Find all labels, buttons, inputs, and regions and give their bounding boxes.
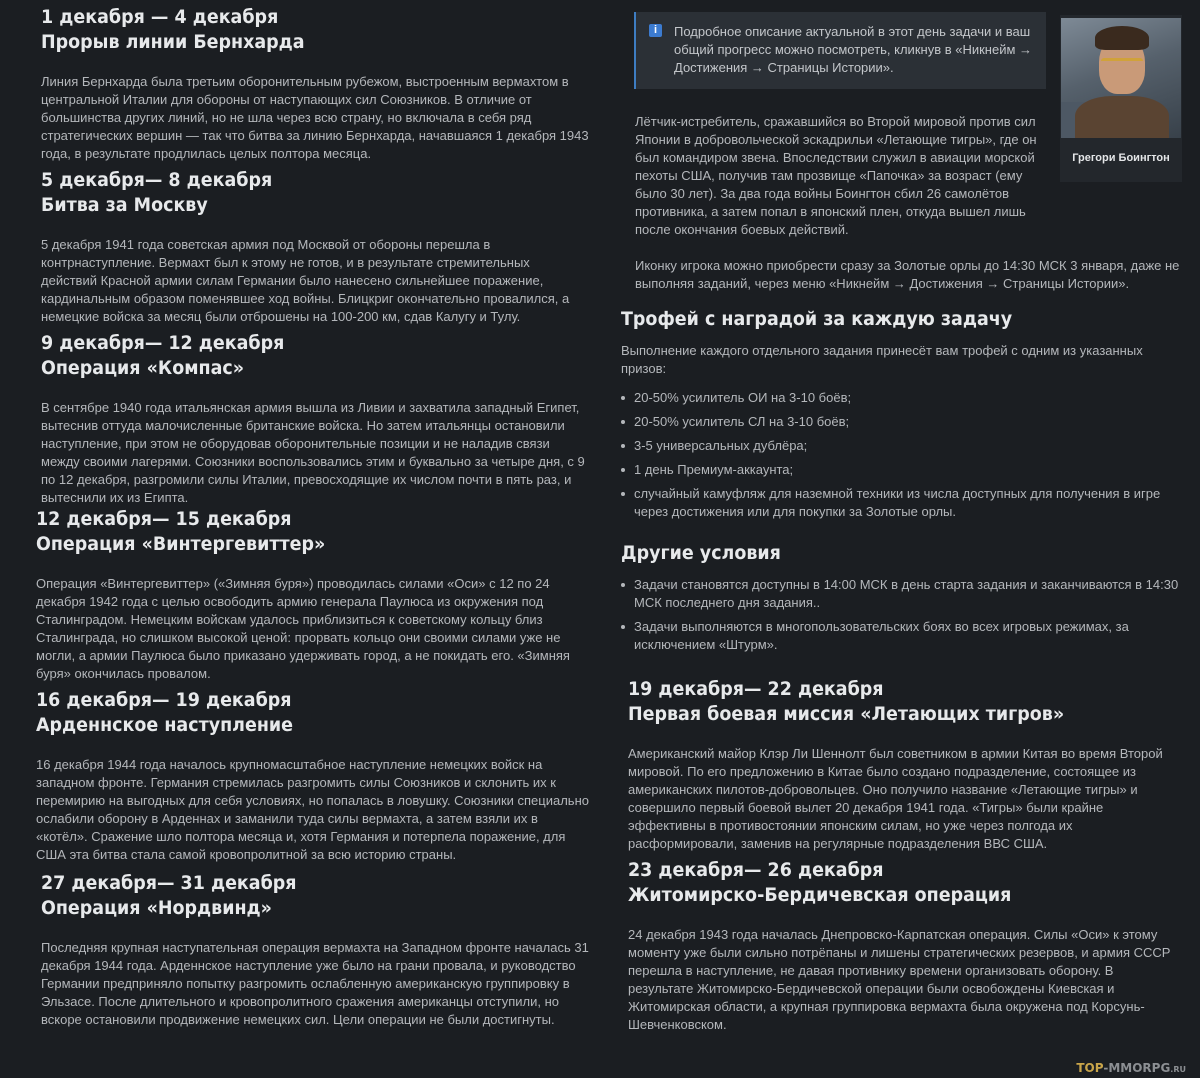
event-block [36,688,591,864]
list-item: 20-50% усилитель ОИ на 3-10 боёв; [621,389,1181,407]
event-date: 5 декабря— 8 декабря [41,169,273,191]
event-title: Битва за Москву [41,194,208,216]
event-date: 19 декабря— 22 декабря [628,678,884,700]
info-icon: i [649,24,662,37]
event-text: 24 декабря 1943 года началась Днепровско-Карпатская операция. Силы «Оси» к этому моменту уже были сильно потрёпаны и лишены стратегических резервов, и армия СССР перешла в наступление, не давая противнику времени организовать оборону. В результате Житомирско-Бердичевской операции были освобождены Киевская и Житомирская области, а крупная группировка вермахта была окружена под Корсунь-Шевченковском. [628,927,1171,1032]
pilot-portrait-card[interactable] [1060,15,1182,182]
trophy-heading: Трофей с наградой за каждую задачу [621,308,1013,330]
event-block [41,168,586,326]
pilot-name: Грегори Боингтон [1072,152,1170,164]
event-block [628,858,1175,1034]
event-text: Операция «Винтергевиттер» («Зимняя буря») проводилась силами «Оси» с 12 по 24 декабря 1942 года с целью освободить армию генерала Паулюса из окружения под Сталинградом. Немецким войскам удалось приблизиться к советскому кольцу близ Сталинграда, но слишком высокой ценой: прорвать кольцо они своими силами уже не могли, а армии Паулюса было приказано удерживать город, а не покидать его. «Зимняя буря» окончилась провалом. [36,576,570,681]
conditions-list [621,576,1181,660]
event-block [628,677,1175,853]
event-text: В сентябре 1940 года итальянская армия вышла из Ливии и захватила западный Египет, вытеснив оттуда малочисленные британские войска. Но затем итальянцы остановили наступление, при этом не оборудовав оборонительные позиции и не наладив связи между своими лагерями. Союзники воспользовались этим и буквально за четыре дня, с 9 по 12 декабря, разгромили силы Италии, превосходящие их числом почти в пять раз, и вытеснили их из Египта. [41,400,585,505]
list-item: 3-5 универсальных дублёра; [621,437,1181,455]
site-watermark-logo: TOP-MMORPG.RU [1076,1061,1186,1075]
info-notice [634,12,1046,89]
event-text: 16 декабря 1944 года началось крупномасштабное наступление немецких войск на западном фронте. Германия стремилась разгромить силы Союзников и склонить их к перемирию на выгодных для себя условиях, но попалась в ловушку. Союзники специально ослабили оборону в Арденнах и заманили туда силы вермахта, а затем взяли их в «котёл». Сражение шло полтора месяца и, хотя Германия и потерпела поражение, для США эта битва стала самой кровопролитной за всю историю страны. [36,757,589,862]
conditions-heading: Другие условия [621,542,781,564]
event-date: 12 декабря— 15 декабря [36,508,292,530]
event-title: Арденнское наступление [36,714,294,736]
event-title: Операция «Винтергевиттер» [36,533,326,555]
event-date: 1 декабря — 4 декабря [41,6,279,28]
event-title: Операция «Нордвинд» [41,897,272,919]
event-date: 16 декабря— 19 декабря [36,689,292,711]
pilot-portrait [1061,18,1181,138]
trophy-list [621,389,1181,527]
event-date: 23 декабря— 26 декабря [628,859,884,881]
list-item: Задачи становятся доступны в 14:00 МСК в день старта задания и заканчиваются в 14:30 МСК последнего дня задания.. [621,576,1181,612]
event-title: Прорыв линии Бернхарда [41,31,305,53]
event-block [41,871,591,1029]
event-title: Первая боевая миссия «Летающих тигров» [628,703,1065,725]
event-text: Американский майор Клэр Ли Шеннолт был советником в армии Китая во время Второй мировой. По его предложению в Китае было создано подразделение, состоящее из американских пилотов-добровольцев. Оно получило название «Летающие тигры» и совершило первый боевой вылет 20 декабря 1941 года. «Тигры» были крайне эффективны в противостоянии японским силам, но уже через полгода их расформировали, заменив на регулярные подразделения ВВС США. [628,746,1163,851]
list-item: случайный камуфляж для наземной техники из числа доступных для получения в игре через достижения или для покупки за Золотые орлы. [621,485,1181,521]
event-block [41,331,589,507]
list-item: 20-50% усилитель СЛ на 3-10 боёв; [621,413,1181,431]
event-title: Операция «Компас» [41,357,245,379]
event-date: 27 декабря— 31 декабря [41,872,297,894]
list-item: 1 день Премиум-аккаунта; [621,461,1181,479]
trophy-intro: Выполнение каждого отдельного задания принесёт вам трофей с одним из указанных призов: [621,343,1143,376]
pilot-bio: Лётчик-истребитель, сражавшийся во Второй мировой против сил Японии в добровольческой эскадрильи «Летающие тигры», где он был командиром звена. Впоследствии служил в авиации морской пехоты США, получив там прозвище «Папочка» за возраст (ему было 30 лет). За два года войны Боингтон сбил 26 самолётов противника, а затем попал в японский плен, откуда вышел лишь после окончания боевых действий. [635,114,1037,237]
event-text: 5 декабря 1941 года советская армия под Москвой от обороны перешла в контрнаступление. Вермахт был к этому не готов, и в результате стремительных действий Красной армии силам Германии было нанесено сильнейшее поражение, кардинальным образом поменявшее ход войны. Блицкриг окончательно провалился, а немецкие войска за месяц были отброшены на 100-200 км, сдав Калугу и Тулу. [41,237,570,324]
info-notice-text: Подробное описание актуальной в этот день задачи и ваш общий прогресс можно посмотреть, кликнув в «Никнейм → Достижения → Страницы Истории». [674,24,1033,75]
event-date: 9 декабря— 12 декабря [41,332,285,354]
event-text: Последняя крупная наступательная операция вермахта на Западном фронте началась 31 декабря 1944 года. Арденнское наступление уже было на грани провала, и руководство Германии предприняло попытку разгромить ослабленную американскую группировку в Эльзасе. После длительного и кровопролитного сражения американцы отступили, но вскоре остановили продвижение немецких сил. Цели операции не были достигнуты. [41,940,589,1027]
icon-purchase-note: Иконку игрока можно приобрести сразу за Золотые орлы до 14:30 МСК 3 января, даже не выполняя заданий, через меню «Никнейм → Достижения → Страницы Истории». [635,258,1180,291]
event-text: Линия Бернхарда была третьим оборонительным рубежом, выстроенным вермахтом в центральной Италии для обороны от наступающих сил Союзников. В отличие от большинства других линий, но не шла через всю страну, но включала в себя ряд стратегических вершин — так что битва за линию Бернхарда, начавшаяся 1 декабря 1943 года, в результате продлилась целых полтора месяца. [41,74,589,161]
event-block [36,507,581,683]
list-item: Задачи выполняются в многопользовательских боях во всех игровых режимах, за исключением «Штурм». [621,618,1181,654]
event-title: Житомирско-Бердичевская операция [628,884,1012,906]
event-block [41,5,591,163]
